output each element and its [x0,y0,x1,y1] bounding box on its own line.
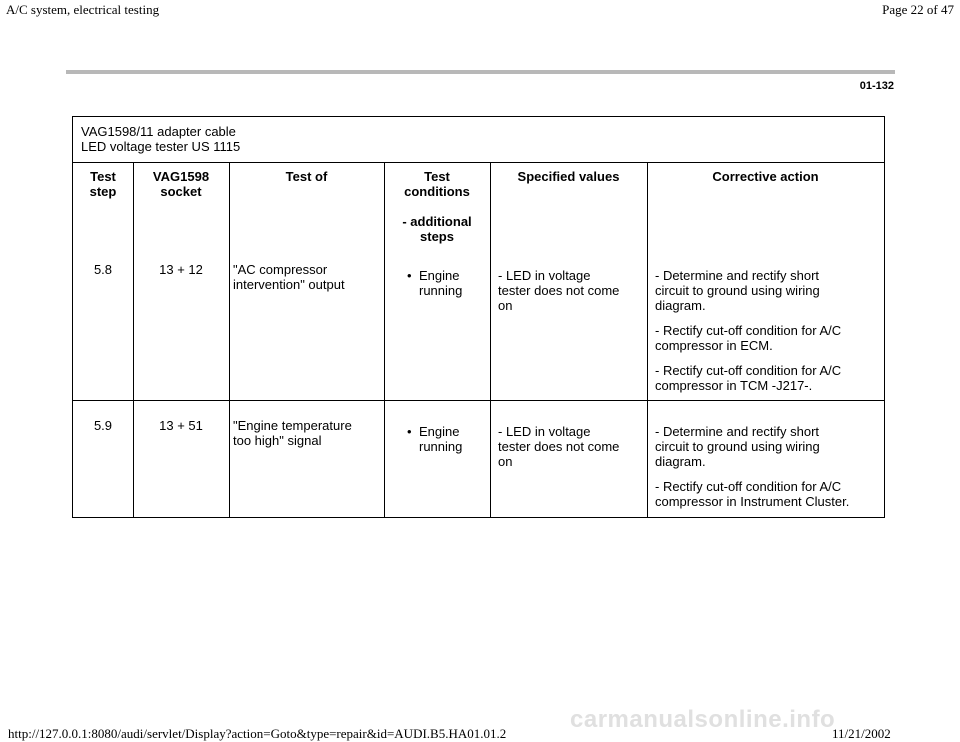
header-socket: VAG1598 socket [152,169,210,199]
header-rule [66,70,895,74]
header-test-of: Test of [285,169,328,184]
page-header-title: A/C system, electrical testing [6,2,160,17]
header-test-step: Test step [89,169,117,199]
intro-line: LED voltage tester US 1115 [81,139,241,154]
table-intro [81,124,240,154]
cell-condition: • Engine running [407,424,463,454]
cell-socket: 13 + 12 [159,262,203,277]
column-divider [490,162,491,517]
action-paragraph: - Rectify cut-off condition for A/C compressor in TCM -J217-. [655,363,842,393]
header-corrective-action: Corrective action [712,169,819,184]
action-paragraph: - Rectify cut-off condition for A/C compressor in Instrument Cluster. [655,479,850,509]
cell-specified: - LED in voltage tester does not come on [498,424,620,469]
cell-specified: - LED in voltage tester does not come on [498,268,620,313]
column-divider [229,162,230,517]
cell-test-step: 5.9 [93,418,113,433]
column-divider [647,162,648,517]
action-paragraph: - Determine and rectify short circuit to ground using wiring diagram. [655,268,820,313]
intro-line: VAG1598/11 adapter cable [81,124,236,139]
cell-corrective [655,268,883,403]
footer-url-link[interactable]: http://127.0.0.1:8080/audi/servlet/Display?action=Goto&type=repair&id=AUDI.B5.HA01.01.2 [8,726,507,741]
cell-test-of: "Engine temperature too high" signal [233,418,352,448]
cell-test-of: "AC compressor intervention" output [233,262,345,292]
footer-date: 11/21/2002 [832,726,891,741]
document-number: 01-132 [859,80,894,92]
row-divider [73,162,884,163]
header-specified-values: Specified values [517,169,620,184]
bullet-dot-icon: • [407,268,412,283]
cell-corrective [655,424,883,519]
column-divider [133,162,134,517]
cell-test-step: 5.8 [93,262,113,277]
action-paragraph: - Determine and rectify short circuit to ground using wiring diagram. [655,424,820,469]
page-indicator: Page 22 of 47 [882,2,954,17]
header-conditions: Test conditions - additional steps [402,169,472,244]
action-paragraph: - Rectify cut-off condition for A/C compressor in ECM. [655,323,842,353]
test-table [72,116,885,518]
bullet-dot-icon: • [407,424,412,439]
watermark: carmanualsonline.info [570,706,836,733]
cell-condition: • Engine running [407,268,463,298]
cell-socket: 13 + 51 [159,418,203,433]
